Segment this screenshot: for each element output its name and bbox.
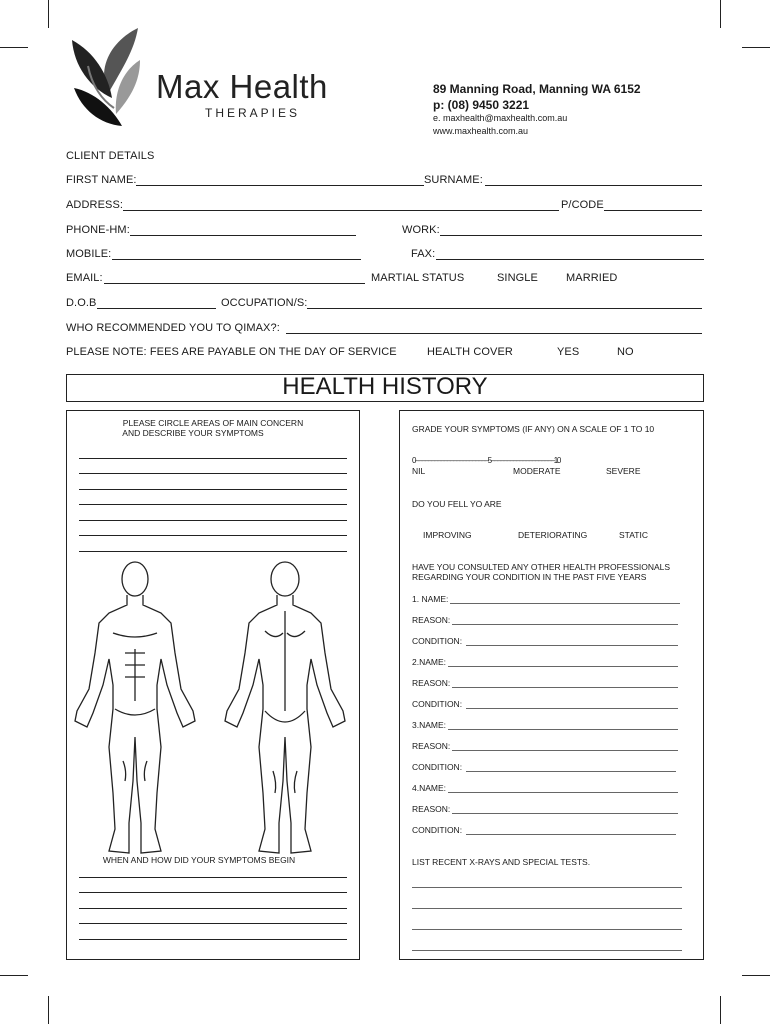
fax-label: FAX: bbox=[411, 248, 436, 260]
crop-mark bbox=[742, 975, 770, 976]
fax-field[interactable] bbox=[436, 259, 704, 260]
contact-email: e. maxhealth@maxhealth.com.au bbox=[433, 113, 568, 123]
mobile-label: MOBILE: bbox=[66, 248, 112, 260]
xrays-label: LIST RECENT X-RAYS AND SPECIAL TESTS. bbox=[412, 857, 591, 867]
pcode-label: P/CODE bbox=[561, 199, 604, 211]
body-chart-panel bbox=[66, 410, 360, 960]
practitioner-name-label: 1. NAME: bbox=[412, 594, 449, 604]
address-field[interactable] bbox=[123, 210, 559, 211]
static-option[interactable]: STATIC bbox=[619, 530, 648, 540]
symptom-line[interactable] bbox=[79, 473, 347, 474]
practitioner-name-field[interactable] bbox=[450, 603, 680, 604]
symptom-line[interactable] bbox=[79, 504, 347, 505]
grade-symptoms-label: GRADE YOUR SYMPTOMS (IF ANY) ON A SCALE OF 1 TO 10 bbox=[412, 424, 655, 434]
xrays-line[interactable] bbox=[412, 929, 682, 930]
reason-label: REASON: bbox=[412, 804, 451, 814]
xrays-line[interactable] bbox=[412, 950, 682, 951]
scale-nil-label: NIL bbox=[412, 466, 426, 476]
recommended-field[interactable] bbox=[286, 333, 702, 334]
scale-severe-label: SEVERE bbox=[606, 466, 641, 476]
leaf-logo-icon bbox=[68, 26, 148, 130]
crop-mark bbox=[0, 975, 28, 976]
reason-label: REASON: bbox=[412, 615, 451, 625]
health-cover-label: HEALTH COVER bbox=[427, 346, 513, 358]
practitioner-name-field[interactable] bbox=[448, 792, 678, 793]
practitioner-name-label: 3.NAME: bbox=[412, 720, 447, 730]
condition-field[interactable] bbox=[466, 645, 678, 646]
crop-mark bbox=[720, 996, 721, 1024]
reason-field[interactable] bbox=[452, 813, 678, 814]
reason-label: REASON: bbox=[412, 678, 451, 688]
condition-label: CONDITION: bbox=[412, 699, 463, 709]
practitioner-name-label: 4.NAME: bbox=[412, 783, 447, 793]
symptom-line[interactable] bbox=[79, 489, 347, 490]
email-label: EMAIL: bbox=[66, 272, 103, 284]
symptom-onset-line[interactable] bbox=[79, 908, 347, 909]
reason-field[interactable] bbox=[452, 624, 678, 625]
health-history-header bbox=[66, 374, 704, 402]
health-history-title: HEALTH HISTORY bbox=[282, 373, 488, 400]
symptom-line[interactable] bbox=[79, 458, 347, 459]
dob-label: D.O.B bbox=[66, 297, 97, 309]
marital-status-label: MARTIAL STATUS bbox=[371, 272, 465, 284]
consulted-question-line2: REGARDING YOUR CONDITION IN THE PAST FIVE YEARS bbox=[412, 572, 647, 582]
scale-moderate-label: MODERATE bbox=[513, 466, 561, 476]
symptom-onset-line[interactable] bbox=[79, 892, 347, 893]
symptom-onset-line[interactable] bbox=[79, 939, 347, 940]
crop-mark bbox=[742, 47, 770, 48]
symptom-onset-line[interactable] bbox=[79, 877, 347, 878]
dob-field[interactable] bbox=[97, 308, 216, 309]
improving-option[interactable]: IMPROVING bbox=[423, 530, 472, 540]
reason-label: REASON: bbox=[412, 741, 451, 751]
condition-label: CONDITION: bbox=[412, 636, 463, 646]
work-label: WORK: bbox=[402, 224, 440, 236]
pcode-field[interactable] bbox=[604, 210, 702, 211]
email-field[interactable] bbox=[104, 283, 365, 284]
recommended-label: WHO RECOMMENDED YOU TO QIMAX?: bbox=[66, 322, 280, 334]
contact-website: www.maxhealth.com.au bbox=[433, 126, 529, 136]
first-name-field[interactable] bbox=[136, 185, 424, 186]
crop-mark bbox=[48, 996, 49, 1024]
occupation-field[interactable] bbox=[307, 308, 702, 309]
address-label: ADDRESS: bbox=[66, 199, 124, 211]
deteriorating-option[interactable]: DETERIORATING bbox=[518, 530, 588, 540]
symptom-scale[interactable]: 0–––––––––––––––––––––––5––––––––––––––––––––10 bbox=[412, 456, 561, 465]
symptom-line[interactable] bbox=[79, 551, 347, 552]
fees-note: PLEASE NOTE: FEES ARE PAYABLE ON THE DAY OF SERVICE bbox=[66, 346, 397, 358]
symptoms-history-panel bbox=[399, 410, 704, 960]
married-option[interactable]: MARRIED bbox=[566, 272, 618, 284]
body-back-icon[interactable] bbox=[217, 561, 353, 861]
phone-home-field[interactable] bbox=[130, 235, 356, 236]
circle-areas-instruction: PLEASE CIRCLE AREAS OF MAIN CONCERN bbox=[122, 418, 304, 428]
condition-label: CONDITION: bbox=[412, 825, 463, 835]
mobile-field[interactable] bbox=[112, 259, 361, 260]
phone-home-label: PHONE-HM: bbox=[66, 224, 130, 236]
surname-field[interactable] bbox=[485, 185, 702, 186]
xrays-line[interactable] bbox=[412, 908, 682, 909]
describe-symptoms-instruction: AND DESCRIBE YOUR SYMPTOMS bbox=[122, 428, 264, 438]
condition-field[interactable] bbox=[466, 708, 678, 709]
crop-mark bbox=[48, 0, 49, 28]
condition-label: CONDITION: bbox=[412, 762, 463, 772]
reason-field[interactable] bbox=[452, 687, 678, 688]
when-how-symptoms-label: WHEN AND HOW DID YOUR SYMPTOMS BEGIN bbox=[102, 855, 296, 865]
client-details-heading: CLIENT DETAILS bbox=[66, 150, 155, 162]
single-option[interactable]: SINGLE bbox=[497, 272, 538, 284]
condition-field[interactable] bbox=[466, 771, 676, 772]
practitioner-name-field[interactable] bbox=[448, 666, 678, 667]
contact-address: 89 Manning Road, Manning WA 6152 bbox=[433, 82, 641, 96]
consulted-question-line1: HAVE YOU CONSULTED ANY OTHER HEALTH PROFESSIONALS bbox=[412, 562, 671, 572]
contact-phone: p: (08) 9450 3221 bbox=[433, 98, 530, 112]
first-name-label: FIRST NAME: bbox=[66, 174, 137, 186]
symptom-line[interactable] bbox=[79, 520, 347, 521]
practitioner-name-field[interactable] bbox=[448, 729, 678, 730]
brand-subtitle: THERAPIES bbox=[205, 106, 301, 120]
practitioner-name-label: 2.NAME: bbox=[412, 657, 447, 667]
crop-mark bbox=[0, 47, 28, 48]
symptom-line[interactable] bbox=[79, 535, 347, 536]
symptom-onset-line[interactable] bbox=[79, 923, 347, 924]
health-cover-no-option[interactable]: NO bbox=[617, 346, 634, 358]
body-front-icon[interactable] bbox=[69, 561, 205, 861]
health-cover-yes-option[interactable]: YES bbox=[557, 346, 580, 358]
surname-label: SURNAME: bbox=[424, 174, 483, 186]
crop-mark bbox=[720, 0, 721, 28]
feel-question: DO YOU FELL YO ARE bbox=[412, 499, 502, 509]
reason-field[interactable] bbox=[452, 750, 678, 751]
condition-field[interactable] bbox=[466, 834, 676, 835]
work-field[interactable] bbox=[440, 235, 702, 236]
xrays-line[interactable] bbox=[412, 887, 682, 888]
brand-name: Max Health bbox=[156, 68, 328, 105]
occupation-label: OCCUPATION/S: bbox=[221, 297, 308, 309]
